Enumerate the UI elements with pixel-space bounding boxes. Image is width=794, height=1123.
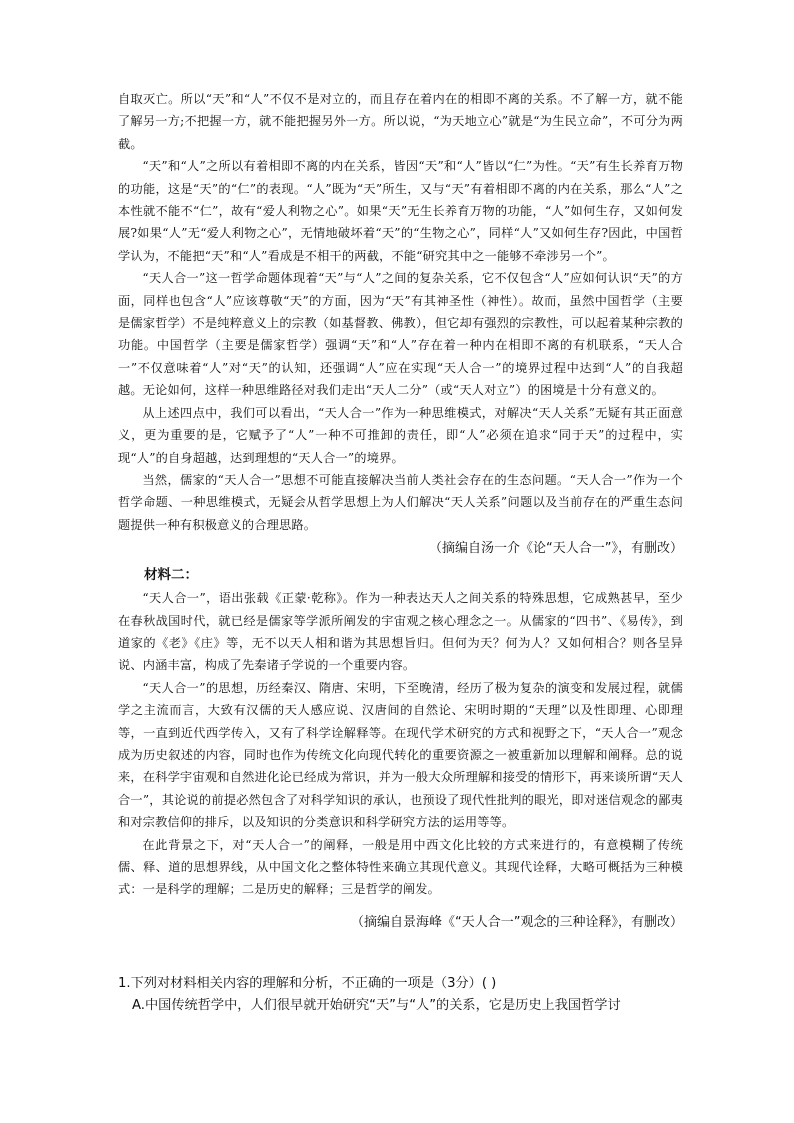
paragraph: 从上述四点中，我们可以看出，“天人合一”作为一种思维模式，对解决“天人关系”无疑有其正面意义，更为重要的是，它赋予了“人”一种不可推卸的责任，即“人”必须在追求“同于天”的过程中，实现“人”的自身超越，达到理想的“天人合一”的境界。 [118,405,683,465]
section-heading: 材料二： [144,567,198,584]
material-one [118,88,683,561]
paragraph: “天人合一”的思想，历经秦汉、隋唐、宋明，下至晚清，经历了极为复杂的演变和发展过程，就儒学之主流而言，大致有汉儒的天人感应说、汉唐间的自然论、宋明时期的“天理”以及性即理、心即理等，一直到近代西学传入，又有了科学诠解释等。在现代学术研究的方式和视野之下，“天人合一”观念成为历史叙述的内容，同时也作为传统文化向现代转化的重要资源之一被重新加以理解和阐释。总的说来，在科学宇宙观和自然进化论已经成为常识，并为一般大众所理解和接受的情形下，再来谈所谓“天人合一”，其论说的前提必然包含了对科学知识的承认，也预设了现代性批判的眼光，即对迷信观念的鄙夷和对宗教信仰的排斥，以及知识的分类意识和科学研究方法的运用等等。 [118,680,683,830]
paragraph: 在此背景之下，对“天人合一”的阐释，一般是用中西文化比较的方式来进行的，有意模糊了传统儒、释、道的思想界线，从中国文化之整体特性来确立其现代意义。其现代诠释，大略可概括为三种模式：一是科学的理解；二是历史的解释；三是哲学的阐发。 [118,837,683,897]
source-citation: （摘编自景海峰《“天人合一”观念的三种诠释》，有删改） [351,914,683,930]
paragraph: “天”和“人”之所以有着相即不离的内在关系，皆因“天”和“人”皆以“仁”为性。“天”有生长养育万物的功能，这是“天”的“仁”的表现。“人”既为“天”所生，又与“天”有着相即不离的内在关系，那么“人”之本性就不能不“仁”，故有“爱人利物之心”。如果“天”无生长养育万物的功能，“人”如何生存，又如何发展?如果“人”无“爱人利物之心”，无情地破坏着“天”的“生物之心”，同样“人”又如何生存?因此，中国哲学认为，不能把“天”和“人”看成是不相干的两截，不能“研究其中之一能够不牵涉另一个”。 [118,159,683,263]
document-page [118,88,683,1017]
source-citation: （摘编自汤一介《论“天人合一”》，有删改） [429,541,683,557]
paragraph: 当然，儒家的“天人合一”思想不可能直接解决当前人类社会存在的生态问题。“天人合一”作为一个哲学命题、一种思维模式，无疑会从哲学思想上为人们解决“天人关系”问题以及当前存在的严重生态问题提供一种有积极意义的合理思路。 [118,472,683,532]
question-stem: 1.下列对材料相关内容的理解和分析，不正确的一项是（3分）( ) [118,975,497,991]
material-two [118,563,683,935]
paragraph: 自取灭亡。所以“天”和“人”不仅不是对立的，而且存在着内在的相即不离的关系。不了解一方，就不能了解另一方;不把握一方，就不能把握另外一方。所以说，“为天地立心”就是“为生民立命”，不可分为两截。 [118,92,683,151]
paragraph: “天人合一”这一哲学命题体现着“天”与“人”之间的复杂关系，它不仅包含“人”应如何认识“天”的方面，同样也包含“人”应该尊敬“天”的方面，因为“天”有其神圣性（神性）。故而，虽然中国哲学（主要是儒家哲学）不是纯粹意义上的宗教（如基督教、佛教），但它却有强烈的宗教性，可以起着某种宗教的功能。中国哲学（主要是儒家哲学）强调“天”和“人”存在着一种内在相即不离的有机联系，“天人合一”不仅意味着“人”对“天”的认知，还强调“人”应在实现“天人合一”的境界过程中达到“人”的自我超越。无论如何，这样一种思维路径对我们走出“天人二分”（或“天人对立”）的困境是十分有意义的。 [118,271,683,398]
option-a: A.中国传统哲学中，人们很早就开始研究“天”与“人”的关系，它是历史上我国哲学讨 [132,997,621,1013]
paragraph: “天人合一”，语出张载《正蒙·乾称》。作为一种表达天人之间关系的特殊思想，它成熟甚早，至少在春秋战国时代，就已经是儒家等学派所阐发的宇宙观之核心理念之一。从儒家的“四书”、《易传》，到道家的《老》《庄》等，无不以天人相和谐为其思想旨归。但何为天？何为人？又如何相合？则各呈异说、内涵丰富，构成了先秦诸子学说的一个重要内容。 [118,591,683,673]
question-block [118,973,683,1017]
